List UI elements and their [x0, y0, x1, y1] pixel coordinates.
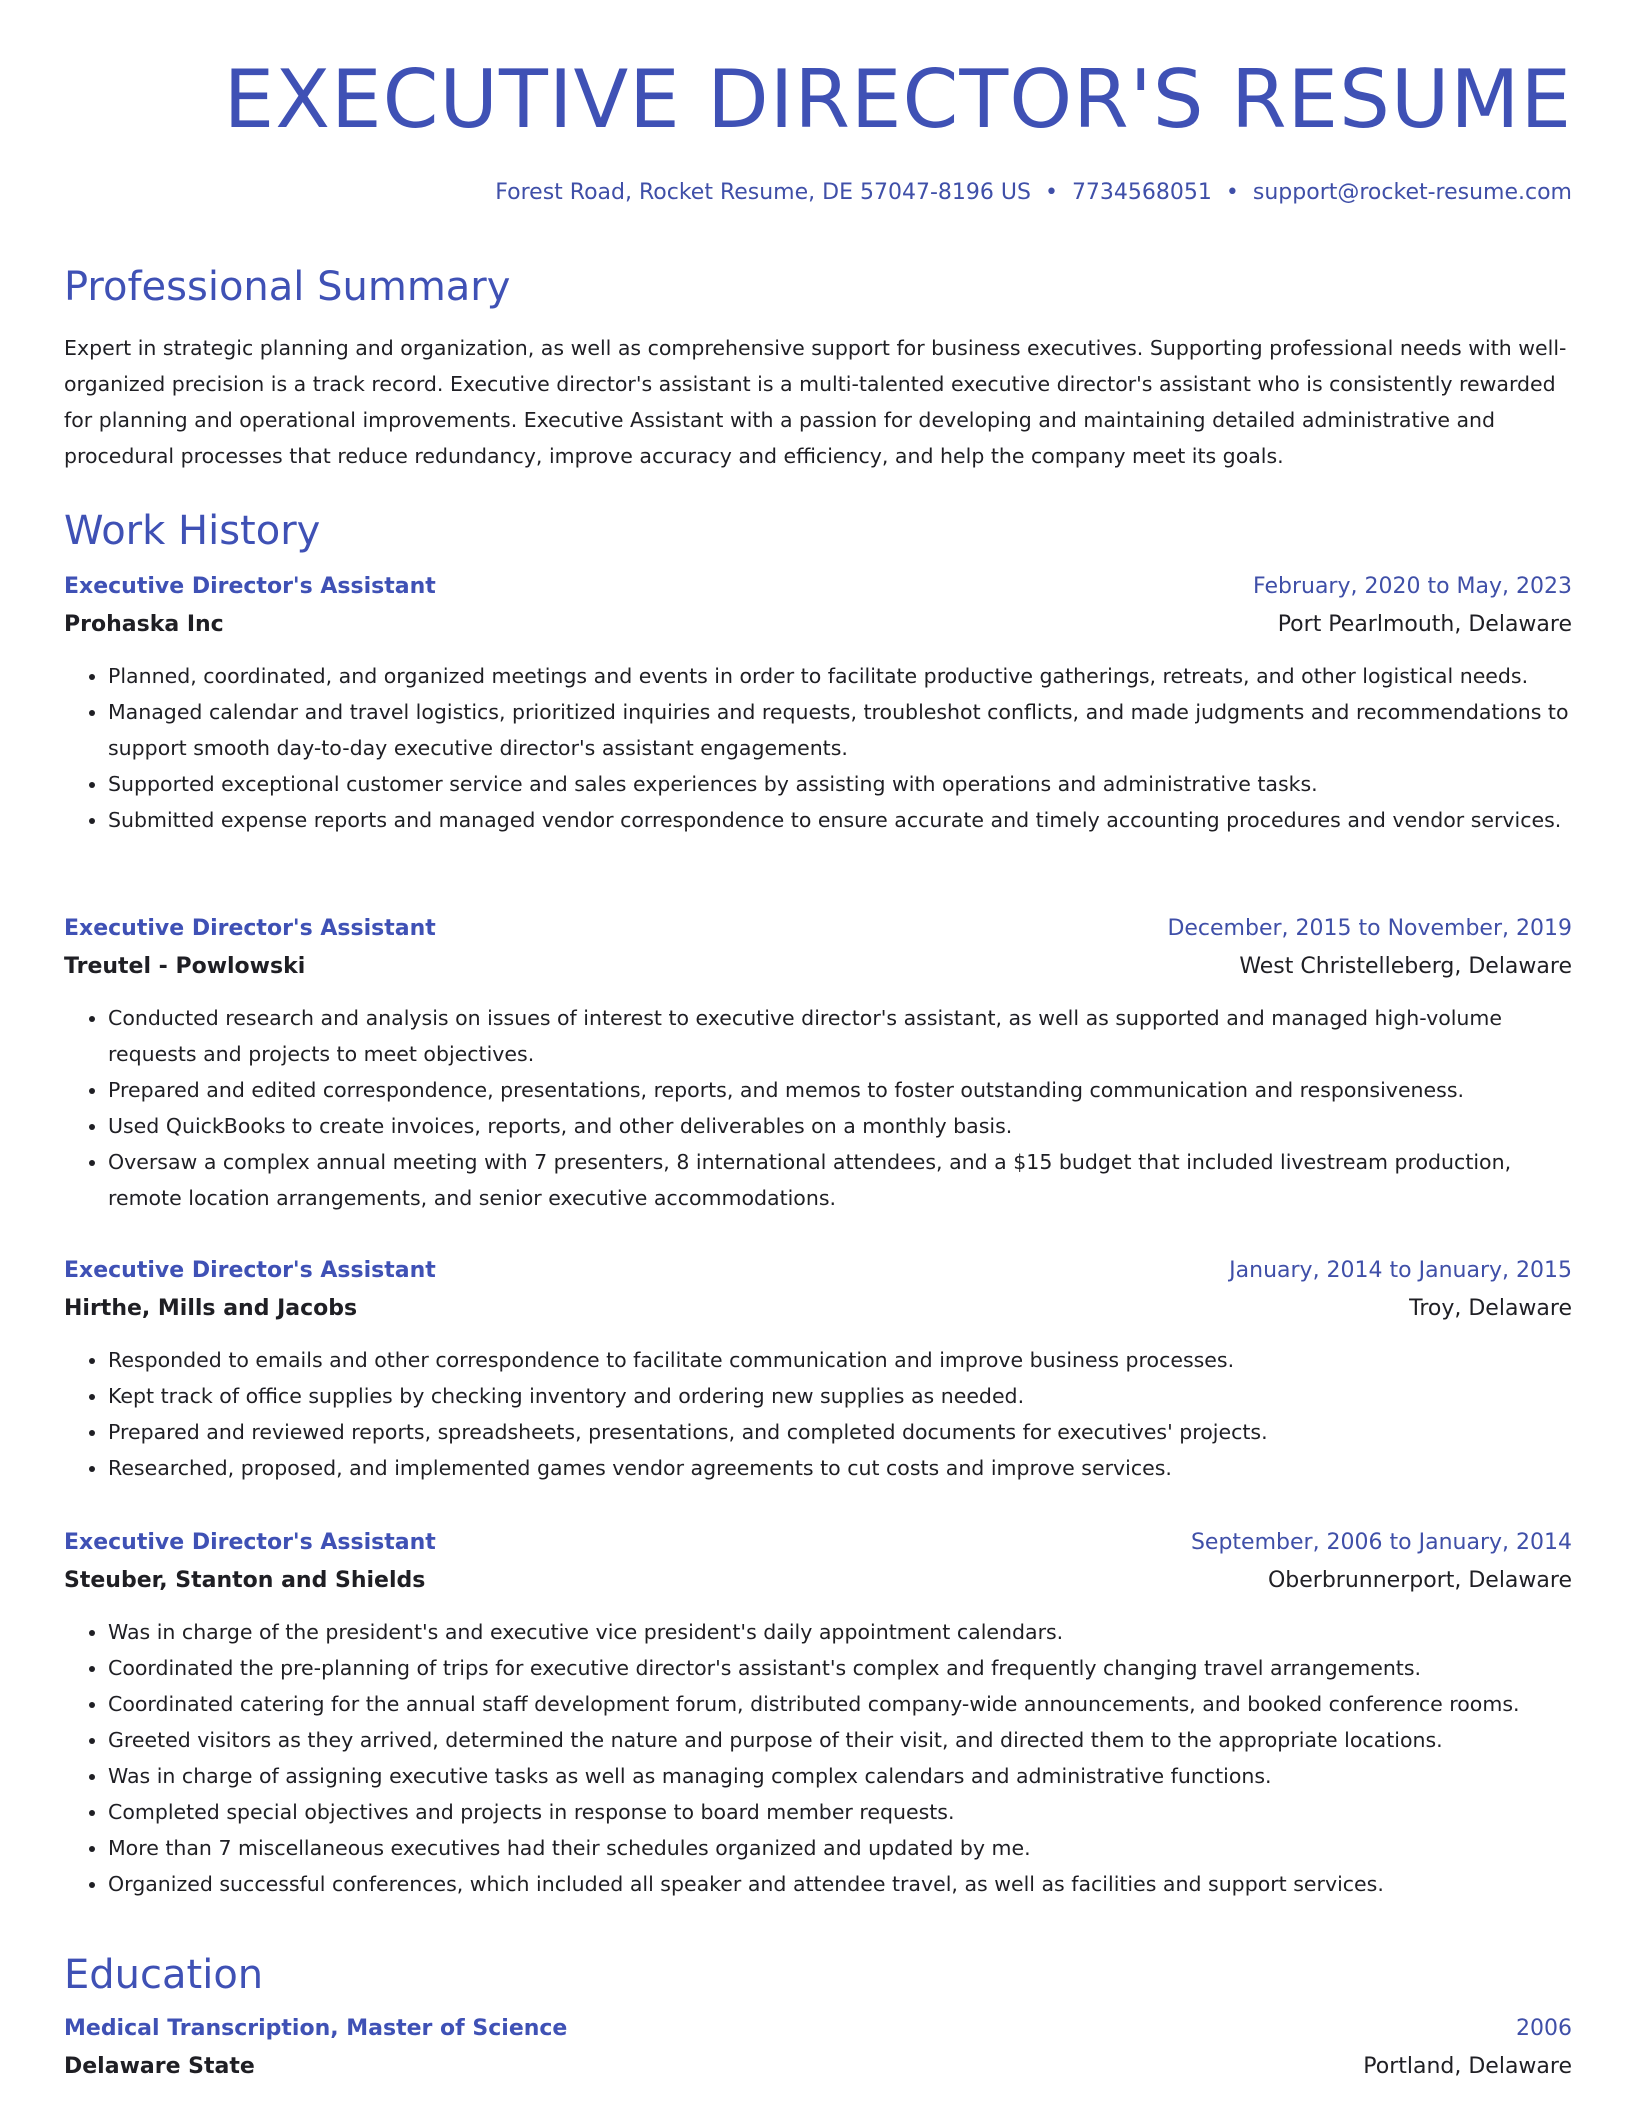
job-bullet: • Coordinated catering for the annual staff development forum, distributed company-wide announcements, and booked conference rooms. [108, 1686, 1572, 1722]
job-bullet: • Prepared and reviewed reports, spreadsheets, presentations, and completed documents for executives' projects. [108, 1414, 1572, 1450]
contact-address: Forest Road, Rocket Resume, DE 57047-8196 US [495, 180, 1031, 205]
job-bullet: • Used QuickBooks to create invoices, reports, and other deliverables on a monthly basis. [108, 1108, 1572, 1144]
job-entry [64, 1524, 1572, 1902]
job-company: Hirthe, Mills and Jacobs [64, 1296, 358, 1321]
job-location: Port Pearlmouth, Delaware [1277, 612, 1572, 637]
job-bullet: • Prepared and edited correspondence, presentations, reports, and memos to foster outstanding communication and responsiveness. [108, 1072, 1572, 1108]
job-bullet: • Greeted visitors as they arrived, determined the nature and purpose of their visit, and directed them to the appropriate locations. [108, 1722, 1572, 1758]
job-dates: September, 2006 to January, 2014 [1190, 1530, 1572, 1555]
job-title: Executive Director's Assistant [64, 1530, 436, 1555]
job-bullet: • Managed calendar and travel logistics, prioritized inquiries and requests, troubleshot conflicts, and made judgments and recommendations to support smooth day-to-day executive director's assistant engagements. [108, 694, 1572, 766]
job-bullet: • Was in charge of the president's and executive vice president's daily appointment calendars. [108, 1614, 1572, 1650]
job-bullet: • Organized successful conferences, which included all speaker and attendee travel, as well as facilities and support services. [108, 1866, 1572, 1902]
education-heading: Education [64, 1952, 264, 1998]
job-dates: January, 2014 to January, 2015 [1229, 1258, 1572, 1283]
resume-title: EXECUTIVE DIRECTOR'S RESUME [223, 53, 1572, 146]
contact-email[interactable]: support@rocket-resume.com [1252, 180, 1572, 205]
job-company: Prohaska Inc [64, 612, 224, 637]
job-bullet: • Supported exceptional customer service and sales experiences by assisting with operations and administrative tasks. [108, 766, 1572, 802]
job-title: Executive Director's Assistant [64, 574, 436, 599]
job-company: Treutel - Powlowski [64, 954, 306, 979]
job-company-row [64, 1290, 1572, 1328]
job-title: Executive Director's Assistant [64, 916, 436, 941]
job-header-row [64, 568, 1572, 606]
job-bullet-list [64, 1000, 1572, 1216]
job-company-row [64, 948, 1572, 986]
work-history-heading: Work History [64, 508, 321, 554]
job-bullet: • Oversaw a complex annual meeting with 7 presenters, 8 international attendees, and a $15 budget that included livestream production, remote location arrangements, and senior executive accommodations. [108, 1144, 1572, 1216]
job-company-row [64, 1562, 1572, 1600]
summary-text: Expert in strategic planning and organization, as well as comprehensive support for business executives. Supporting professional needs with well-organized precision is a track record. Executive director's assistant is a multi-talented executive director's assistant who is consistently rewarded for planning and operational improvements. Executive Assistant with a passion for developing and maintaining detailed administrative and procedural processes that reduce redundancy, improve accuracy and efficiency, and help the company meet its goals. [64, 336, 1567, 468]
education-school: Delaware State [64, 2054, 255, 2079]
job-header-row [64, 910, 1572, 948]
education-degree: Medical Transcription, Master of Science [64, 2016, 568, 2041]
summary-section [64, 262, 1572, 474]
job-company-row [64, 606, 1572, 644]
resume-page [64, 0, 1572, 2079]
job-bullet: • Was in charge of assigning executive tasks as well as managing complex calendars and administrative functions. [108, 1758, 1572, 1794]
job-bullet: • Completed special objectives and projects in response to board member requests. [108, 1794, 1572, 1830]
education-year: 2006 [1516, 2016, 1572, 2041]
work-history-section [64, 506, 1572, 1896]
job-bullet: • More than 7 miscellaneous executives had their schedules organized and updated by me. [108, 1830, 1572, 1866]
contact-phone[interactable]: 7734568051 [1071, 180, 1212, 205]
job-bullet: • Researched, proposed, and implemented games vendor agreements to cut costs and improve services. [108, 1450, 1572, 1486]
contact-line [64, 178, 1572, 208]
job-bullet: • Responded to emails and other correspondence to facilitate communication and improve business processes. [108, 1342, 1572, 1378]
job-bullet: • Planned, coordinated, and organized meetings and events in order to facilitate productive gatherings, retreats, and other logistical needs. [108, 658, 1572, 694]
job-bullet: • Submitted expense reports and managed vendor correspondence to ensure accurate and timely accounting procedures and vendor services. [108, 802, 1572, 838]
job-company: Steuber, Stanton and Shields [64, 1568, 426, 1593]
job-bullet: • Kept track of office supplies by checking inventory and ordering new supplies as needed. [108, 1378, 1572, 1414]
job-entry [64, 910, 1572, 1216]
education-school-row [64, 2048, 1572, 2086]
job-dates: December, 2015 to November, 2019 [1167, 916, 1572, 941]
education-location: Portland, Delaware [1363, 2054, 1572, 2079]
education-header-row [64, 2010, 1572, 2048]
contact-separator: • [1044, 180, 1058, 205]
job-header-row [64, 1252, 1572, 1290]
job-bullet-list [64, 1614, 1572, 1902]
education-section [64, 1950, 1572, 2086]
job-location: West Christelleberg, Delaware [1239, 954, 1572, 979]
job-bullet: • Coordinated the pre-planning of trips for executive director's assistant's complex and frequently changing travel arrangements. [108, 1650, 1572, 1686]
job-title: Executive Director's Assistant [64, 1258, 436, 1283]
job-bullet: • Conducted research and analysis on issues of interest to executive director's assistant, as well as supported and managed high-volume requests and projects to meet objectives. [108, 1000, 1572, 1072]
job-entry [64, 568, 1572, 838]
job-header-row [64, 1524, 1572, 1562]
job-dates: February, 2020 to May, 2023 [1253, 574, 1572, 599]
job-entry [64, 1252, 1572, 1486]
job-bullet-list [64, 1342, 1572, 1486]
summary-heading: Professional Summary [64, 264, 511, 310]
education-entry [64, 2010, 1572, 2086]
job-location: Oberbrunnerport, Delaware [1267, 1568, 1572, 1593]
contact-separator: • [1225, 180, 1239, 205]
job-bullet-list [64, 658, 1572, 838]
job-location: Troy, Delaware [1409, 1296, 1572, 1321]
